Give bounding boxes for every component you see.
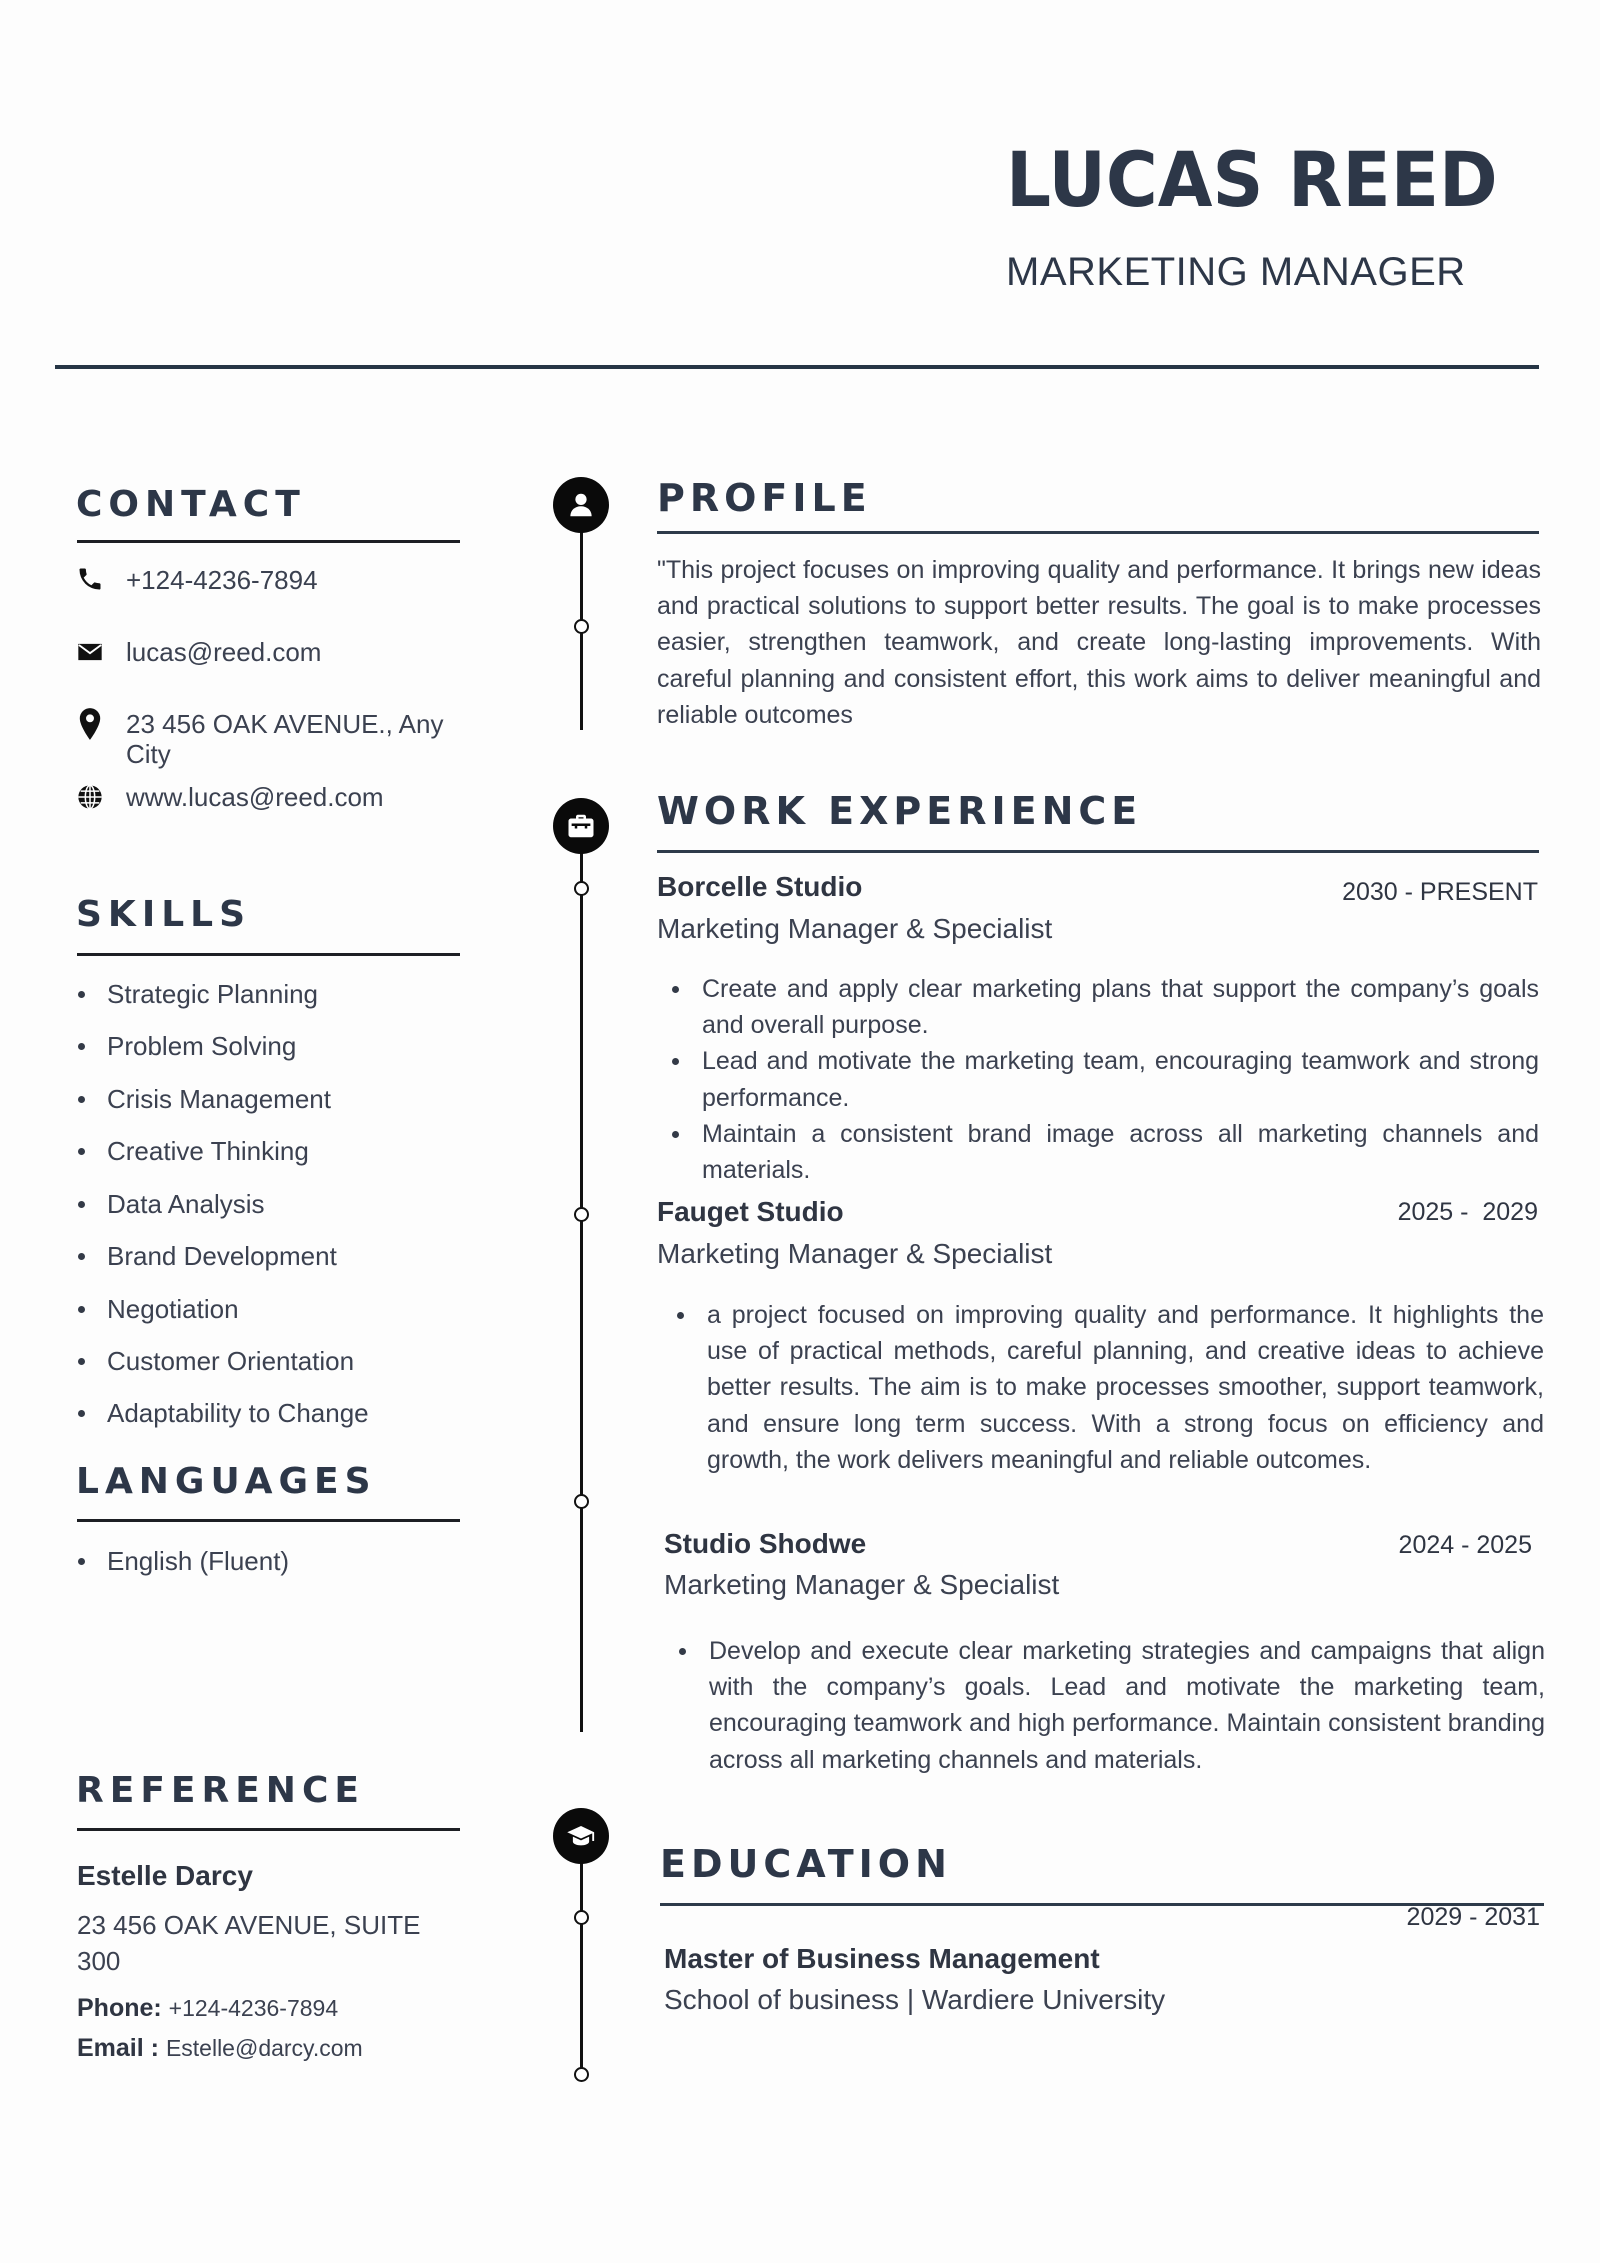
job-role: Marketing Manager & Specialist	[657, 913, 1053, 944]
timeline-line	[580, 826, 583, 1732]
timeline-dot	[574, 619, 589, 634]
education-degree: Master of Business Management	[664, 1943, 1100, 1974]
reference-address: 23 456 OAK AVENUE, SUITE 300	[77, 1910, 421, 1976]
contact-website[interactable]: www.lucas@reed.com	[126, 782, 384, 812]
job-dates: 2024 - 2025	[1398, 1531, 1532, 1559]
skill-item: Brand Development	[76, 1241, 337, 1271]
timeline-line	[580, 505, 583, 730]
reference-phone[interactable]: +124-4236-7894	[168, 1995, 339, 2021]
job-bullets	[709, 1633, 1545, 1778]
profile-divider	[657, 531, 1539, 534]
reference-name: Estelle Darcy	[77, 1860, 253, 1891]
job-bullet: a project focused on improving quality and performance. It highlights the use of practical methods, careful planning, and creative ideas to achieve better results. The aim is to make processes smoother, support teamwork, and ensure long term success. With a strong focus on efficiency and growth, the work delivers meaningful and reliable outcomes.	[707, 1297, 1544, 1478]
briefcase-icon	[553, 798, 609, 854]
reference-phone-row	[77, 1994, 338, 2022]
languages-divider	[77, 1519, 460, 1522]
education-dates: 2029 - 2031	[1406, 1903, 1540, 1931]
education-heading: EDUCATION	[660, 1842, 952, 1886]
skills-heading: SKILLS	[76, 894, 252, 935]
phone-icon	[76, 565, 104, 593]
job-bullet: Create and apply clear marketing plans that support the company’s goals and overall purpose.	[702, 971, 1539, 1043]
graduation-cap-icon	[553, 1808, 609, 1864]
map-pin-icon	[76, 707, 104, 741]
contact-divider	[77, 540, 460, 543]
education-school: School of business | Wardiere University	[664, 1984, 1166, 2015]
job-dates: 2025 - 2029	[1397, 1198, 1538, 1226]
reference-email[interactable]: Estelle@darcy.com	[165, 2035, 363, 2061]
reference-email-label: Email :	[77, 2034, 159, 2062]
contact-heading: CONTACT	[76, 484, 306, 525]
user-icon	[553, 477, 609, 533]
job-bullets	[707, 1297, 1544, 1478]
skills-divider	[77, 953, 460, 956]
skill-item: Data Analysis	[76, 1189, 265, 1219]
languages-heading: LANGUAGES	[76, 1461, 377, 1502]
candidate-name: LUCAS REED	[1006, 135, 1498, 224]
job-company: Borcelle Studio	[657, 871, 863, 902]
skill-item: Creative Thinking	[76, 1136, 309, 1166]
language-item: English (Fluent)	[76, 1546, 289, 1576]
job-dates: 2030 - PRESENT	[1342, 878, 1538, 906]
job-role: Marketing Manager & Specialist	[664, 1569, 1060, 1600]
profile-heading: PROFILE	[657, 476, 872, 520]
job-company: Fauget Studio	[657, 1196, 844, 1227]
skill-item: Customer Orientation	[76, 1346, 354, 1376]
contact-email[interactable]: lucas@reed.com	[126, 637, 322, 667]
contact-address: 23 456 OAK AVENUE., Any City	[126, 709, 444, 769]
job-company: Studio Shodwe	[664, 1528, 867, 1559]
timeline-dot	[574, 1910, 589, 1925]
timeline-dot	[574, 1207, 589, 1222]
timeline-line	[580, 1836, 583, 2076]
job-bullet: Develop and execute clear marketing strategies and campaigns that align with the company’s goals. Lead and motivate the marketing team, encouraging teamwork and high performance. Maintain consistent branding across all marketing channels and materials.	[709, 1633, 1545, 1778]
envelope-icon	[76, 638, 104, 666]
work-heading: WORK EXPERIENCE	[657, 789, 1143, 833]
profile-text: "This project focuses on improving quality and performance. It brings new ideas and practical solutions to support better results. The goal is to make processes easier, strengthen teamwork, and create long-lasting improvements. With careful planning and consistent effort, this work aims to deliver meaningful and reliable outcomes	[657, 556, 1541, 729]
skill-item: Negotiation	[76, 1294, 239, 1324]
job-role: Marketing Manager & Specialist	[657, 1238, 1053, 1269]
skill-item: Adaptability to Change	[76, 1398, 369, 1428]
globe-icon	[76, 783, 104, 811]
skill-item: Problem Solving	[76, 1031, 296, 1061]
reference-email-row	[77, 2034, 363, 2062]
skill-item: Crisis Management	[76, 1084, 331, 1114]
timeline-dot	[574, 2067, 589, 2082]
timeline-dot	[574, 881, 589, 896]
contact-phone[interactable]: +124-4236-7894	[126, 565, 318, 595]
job-bullet: Maintain a consistent brand image across all marketing channels and materials.	[702, 1116, 1539, 1188]
reference-divider	[77, 1828, 460, 1831]
timeline-dot	[574, 1494, 589, 1509]
header-divider	[55, 365, 1539, 369]
candidate-title: MARKETING MANAGER	[1006, 250, 1466, 294]
work-divider	[657, 850, 1539, 853]
job-bullets	[702, 971, 1539, 1188]
reference-phone-label: Phone:	[77, 1994, 162, 2022]
reference-heading: REFERENCE	[76, 1770, 365, 1811]
job-bullet: Lead and motivate the marketing team, encouraging teamwork and strong performance.	[702, 1043, 1539, 1115]
skill-item: Strategic Planning	[76, 979, 318, 1009]
